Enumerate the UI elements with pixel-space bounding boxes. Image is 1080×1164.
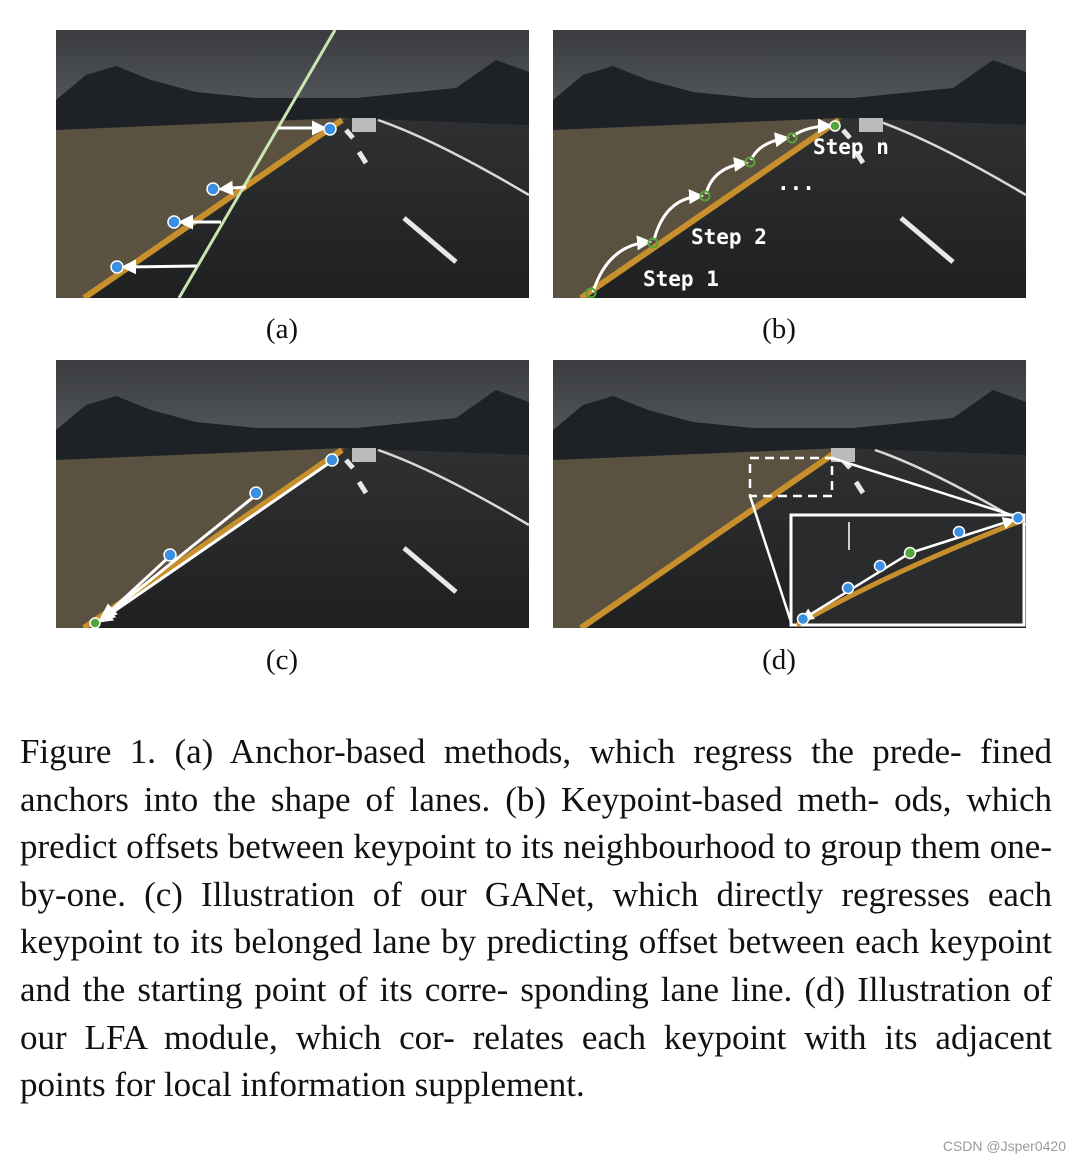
caption-line: sponding lane line. (d) Illustration of our LFA module, which cor- [20, 969, 1053, 1057]
panel-d-label: (d) [762, 644, 796, 676]
panel-c-label: (c) [265, 644, 299, 676]
panel-d-image [553, 360, 1026, 628]
caption-line: supplement. [414, 1065, 585, 1105]
panel-a-label: (a) [265, 313, 299, 345]
step-2-label: Step 2 [691, 225, 767, 249]
caption-line: fined anchors into the shape of lanes. (b) Keypoint-based meth- [20, 732, 1052, 819]
caption-line: offset between each keypoint and the starting point of its corre- [20, 922, 1053, 1009]
figure-caption [20, 728, 1052, 1109]
caption-line: relates each keypoint with its adjacent points for local information [20, 1017, 1052, 1105]
panel-a-image [56, 30, 529, 298]
ellipsis-label: ... [777, 171, 815, 195]
step-1-label: Step 1 [643, 267, 719, 291]
panel-b-label: (b) [762, 313, 796, 345]
watermark: CSDN @Jsper0420 [942, 1138, 1066, 1154]
caption-line: to group them one-by-one. (c) Illustration of our GANet, which [20, 827, 1052, 914]
step-n-label: Step n [813, 135, 889, 159]
caption-line: ods, which predict offsets between keypoint to its neighbourhood [20, 779, 1053, 867]
panel-b-image [553, 30, 1026, 298]
panel-c-image [56, 360, 529, 628]
caption-line: directly regresses each keypoint to its belonged lane by predicting [20, 874, 1053, 962]
caption-line: Figure 1. (a) Anchor-based methods, which regress the prede- [20, 732, 962, 771]
